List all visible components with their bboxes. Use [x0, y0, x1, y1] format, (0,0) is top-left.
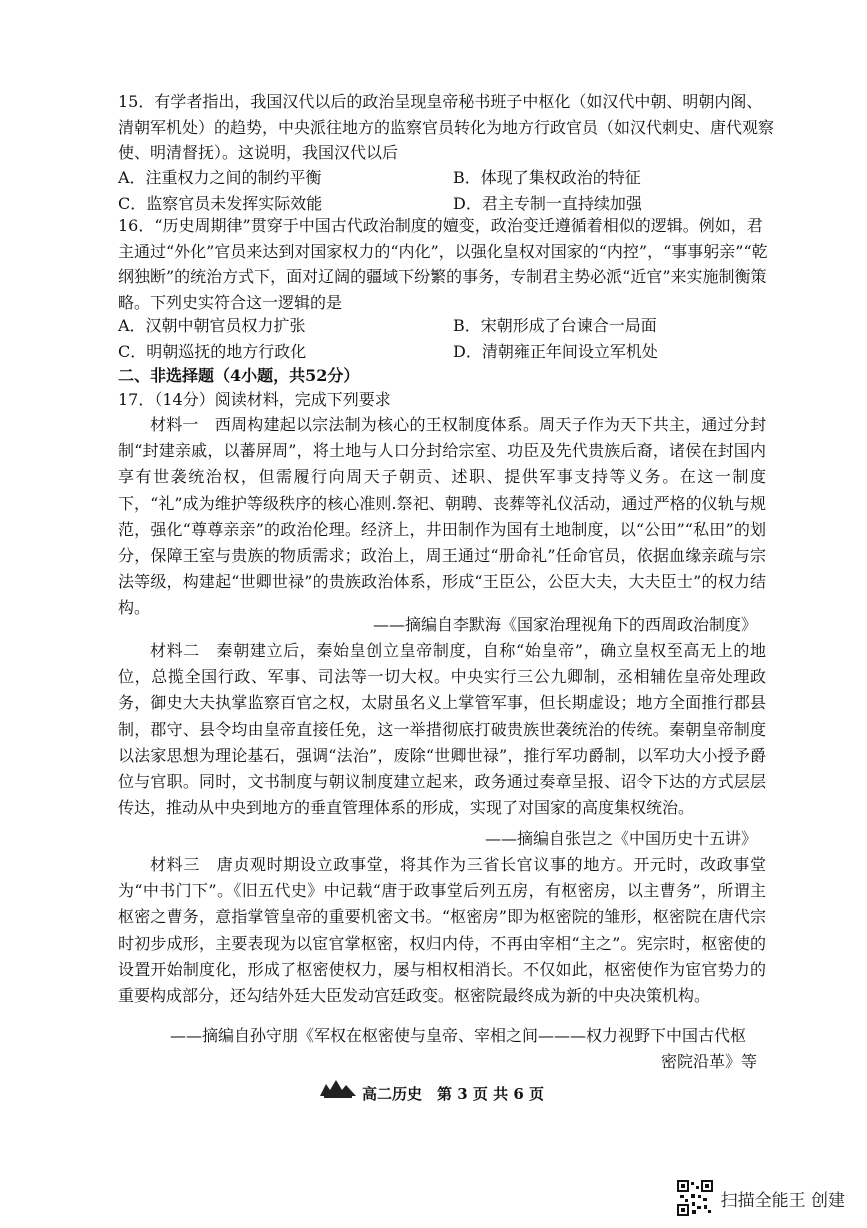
question-15-stem: 15．有学者指出，我国汉代以后的政治呈现皇帝秘书班子中枢化（如汉代中朝、明朝内阁、清朝军机处）的趋势，中央派往地方的监察官员转化为地方行政官员（如汉代刺史、唐代观察使、明清督抚）。这说明，我国汉代以后 [118, 92, 775, 162]
page-footer: 高二历史 第 3 页 共 6 页 [362, 1085, 544, 1103]
q15-option-a: A．注重权力之间的制约平衡 [118, 168, 322, 187]
school-logo-icon [318, 1076, 358, 1098]
q15-option-b: B．体现了集权政治的特征 [453, 168, 641, 187]
q15-option-d: D．君主专制一直持续加强 [453, 193, 642, 213]
question-17-stem: 17．（14分）阅读材料，完成下列要求 [118, 390, 391, 409]
material-1-text: 材料一 西周构建起以宗法制为核心的王权制度体系。周天子作为天下共主，通过分封制“封建亲戚，以蕃屏周”，将土地与人口分封给宗室、功臣及先代贵族后裔，诸侯在封国内享有世袭统治权，但需履行向周天子朝贡、述职、提供军事支持等义务。在这一制度下，“礼”成为维护等级秩序的核心准则.祭祀、朝聘、丧葬等礼仪活动，通过严格的仪轨与规范，强化“尊尊亲亲”的政治伦理。经济上，井田制作为国有土地制度，以“公田”“私田”的划分，保障王室与贵族的物质需求；政治上，周王通过“册命礼”任命官员，依据血缘亲疏与宗法等级，构建起“世卿世禄”的贵族政治体系，形成“王臣公，公臣大夫，大夫臣士”的权力结构。 [118, 415, 766, 618]
question-15-options [118, 165, 778, 216]
question-16-stem: 16．“历史周期律”贯穿于中国古代政治制度的嬗变，政治变迁遵循着相似的逻辑。例如，君主通过“外化”官员来达到对国家权力的“内化”，以强化皇权对国家的“内控”，“事事躬亲”“乾纲独断”的统治方式下，面对辽阔的疆域下纷繁的事务，专制君主势必派“近官”来实施制衡策略。下列史实符合这一逻辑的是 [118, 216, 768, 312]
q16-option-d: D．清朝雍正年间设立军机处 [453, 341, 658, 361]
q16-option-b: B．宋朝形成了台谏合一局面 [453, 316, 657, 335]
question-16-options [118, 313, 778, 364]
section-heading: 二、非选择题（4小题，共52分） [118, 366, 360, 385]
material-2 [118, 638, 766, 821]
material-3-source-line1: ——摘编自孙守朋《军权在枢密使与皇帝、宰相之间———权力视野下中国古代枢 [170, 1026, 747, 1045]
q15-option-c: C．监察官员未发挥实际效能 [118, 193, 323, 213]
material-1-source: ——摘编自李默海《国家治理视角下的西周政治制度》 [372, 615, 757, 634]
q16-option-a: A．汉朝中朝官员权力扩张 [118, 316, 306, 335]
material-3-source-line2: 密院沿革》等 [660, 1052, 757, 1071]
scanner-watermark [677, 1180, 845, 1216]
material-2-source: ——摘编自张岂之《中国历史十五讲》 [484, 829, 757, 848]
q16-option-c: C．明朝巡抚的地方行政化 [118, 341, 307, 361]
material-1 [118, 412, 766, 622]
material-3-text: 材料三 唐贞观时期设立政事堂，将其作为三省长官议事的地方。开元时，改政事堂为“中书门下”。《旧五代史》中记载“唐于政事堂后列五房，有枢密房，以主曹务”，所谓主枢密之曹务，意指掌管皇帝的重要机密文书。“枢密房”即为枢密院的雏形，枢密院在唐代宗时初步成形，主要表现为以宦官掌枢密，权归内侍，不再由宰相“主之”。宪宗时，枢密使的设置开始制度化，形成了枢密使权力，屡与相权相消长。不仅如此，枢密使作为宦官势力的重要构成部分，还勾结外廷大臣发动宫廷政变。枢密院最终成为新的中央决策机构。 [118, 855, 766, 1006]
watermark-text: 扫描全能王 创建 [720, 1190, 845, 1211]
material-2-text: 材料二 秦朝建立后，秦始皇创立皇帝制度，自称“始皇帝”，确立皇权至高无上的地位，总揽全国行政、军事、司法等一切大权。中央实行三公九卿制，丞相辅佐皇帝处理政务，御史大夫执掌监察百官之权，太尉虽名义上掌管军事，但长期虚设；地方全面推行郡县制，郡守、县令均由皇帝直接任免，这一举措彻底打破贵族世袭统治的传统。秦朝皇帝制度以法家思想为理论基石，强调“法治”，废除“世卿世禄”，推行军功爵制，以军功大小授予爵位与官职。同时，文书制度与朝议制度建立起来，政务通过奏章呈报、诏令下达的方式层层传达，推动从中央到地方的垂直管理体系的形成，实现了对国家的高度集权统治。 [118, 641, 766, 818]
material-3 [118, 852, 766, 1009]
qr-code-icon [677, 1180, 713, 1216]
